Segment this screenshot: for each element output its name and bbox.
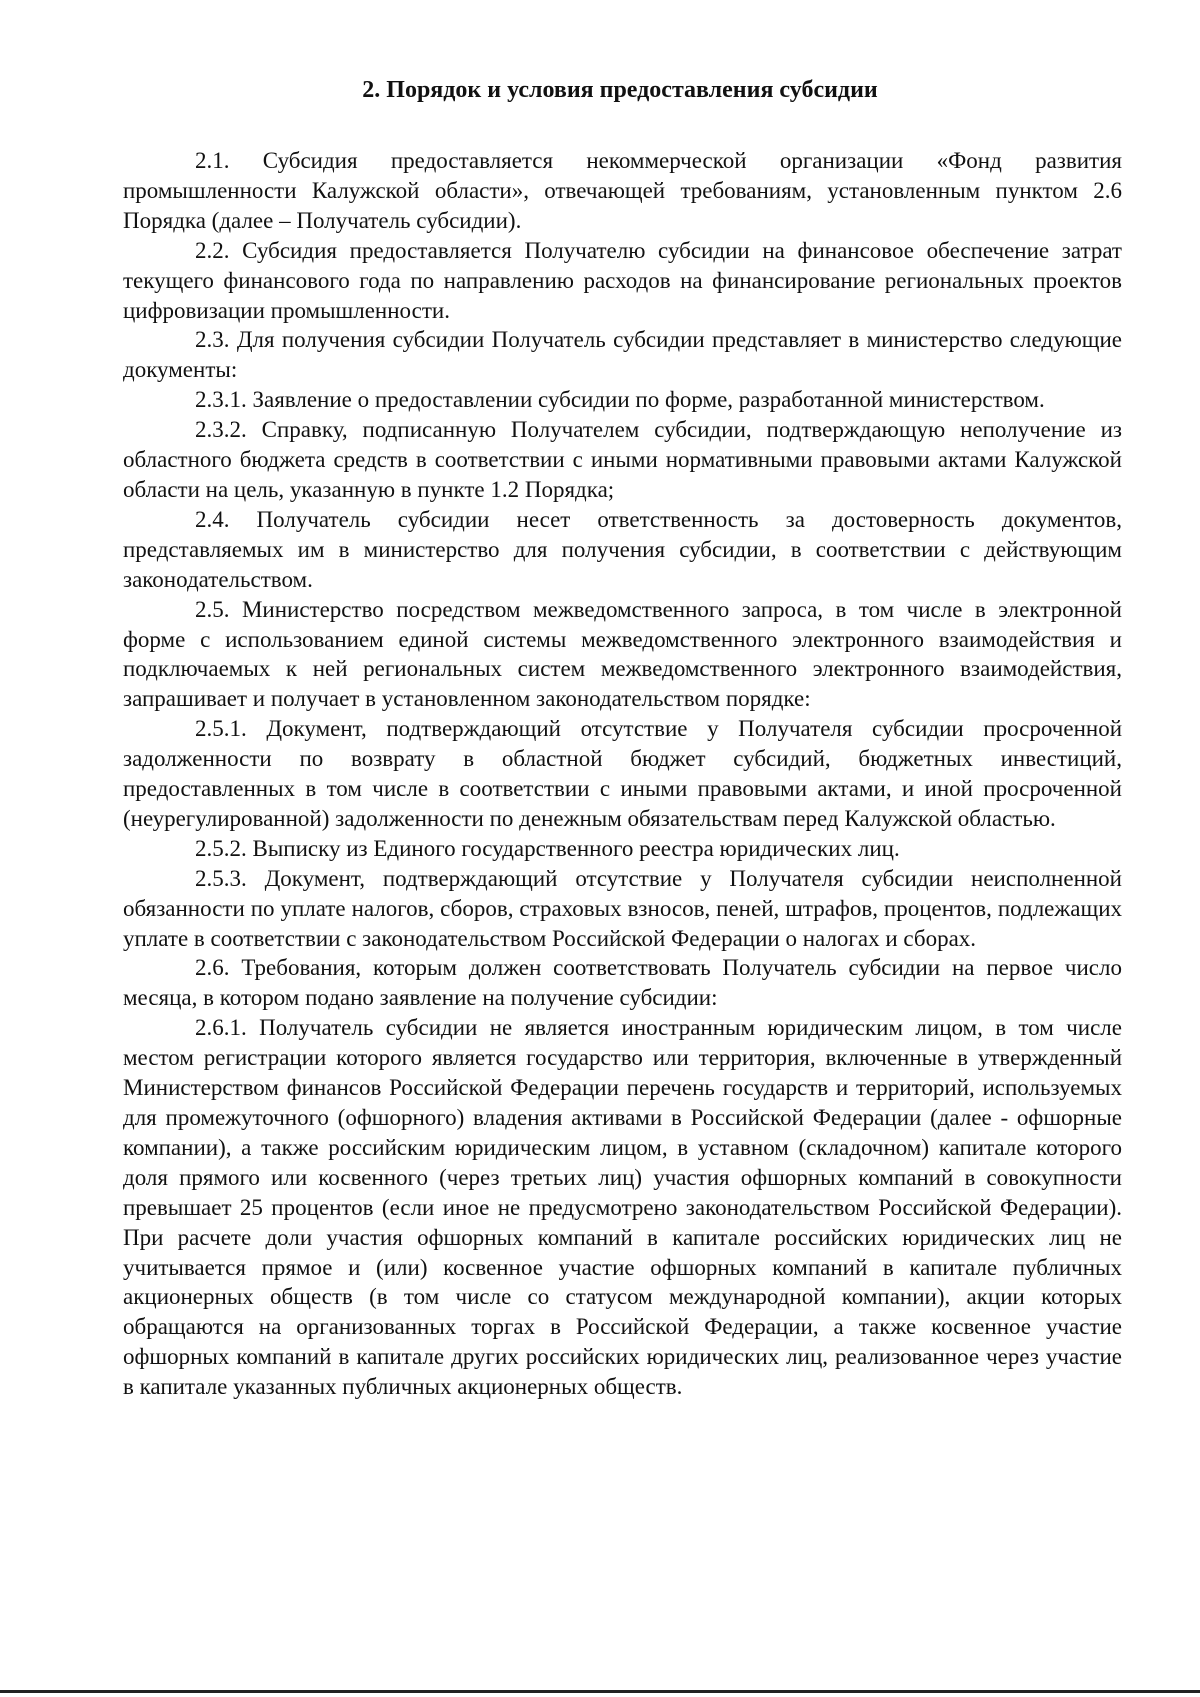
paragraph-2-6-1: 2.6.1. Получатель субсидии не является иностранным юридическим лицом, в том числе местом регистрации которого является государство или территория, включенные в утвержденный Министерством финансов Российской Федерации перечень государств и территорий, используемых для промежуточного (офшорного) владения активами в Российской Федерации (далее - офшорные компании), а также российским юридическим лицом, в уставном (складочном) капитале которого доля прямого или косвенного (через третьих лиц) участия офшорных компаний в совокупности превышает 25 процентов (если иное не предусмотрено законодательством Российской Федерации). При расчете доли участия офшорных компаний в капитале российских юридических лиц не учитывается прямое и (или) косвенное участие офшорных компаний в капитале публичных акционерных обществ (в том числе со статусом международной компании), акции которых обращаются на организованных торгах в Российской Федерации, а также косвенное участие офшорных компаний в капитале других российских юридических лиц, реализованное через участие в капитале указанных публичных акционерных обществ.: [123, 1015, 1122, 1400]
section-body: [123, 146, 1122, 1402]
paragraph-2-2: 2.2. Субсидия предоставляется Получателю субсидии на финансовое обеспечение затрат текущего финансового года по направлению расходов на финансирование региональных проектов цифровизации промышленности.: [123, 237, 1122, 323]
paragraph-2-3-2: 2.3.2. Справку, подписанную Получателем субсидии, подтверждающую неполучение из областного бюджета средств в соответствии с иными нормативными правовыми актами Калужской области на цель, указанную в пункте 1.2 Порядка;: [123, 417, 1122, 502]
paragraph-2-4: 2.4. Получатель субсидии несет ответственность за достоверность документов, представляемых им в министерство для получения субсидии, в соответствии с действующим законодательством.: [123, 506, 1122, 592]
paragraph-2-6: 2.6. Требования, которым должен соответствовать Получатель субсидии на первое число месяца, в котором подано заявление на получение субсидии:: [123, 955, 1122, 1011]
paragraph-2-3: 2.3. Для получения субсидии Получатель субсидии представляет в министерство следующие документы:: [123, 327, 1122, 383]
paragraph-2-1: 2.1. Субсидия предоставляется некоммерческой организации «Фонд развития промышленности Калужской области», отвечающей требованиям, установленным пунктом 2.6 Порядка (далее – Получатель субсидии).: [123, 148, 1122, 233]
section-title: 2. Порядок и условия предоставления субсидии: [362, 77, 878, 103]
page-bottom-border: [0, 1690, 1200, 1693]
paragraph-2-5-1: 2.5.1. Документ, подтверждающий отсутствие у Получателя субсидии просроченной задолженности по возврату в областной бюджет субсидий, бюджетных инвестиций, предоставленных в том числе в соответствии с иными правовыми актами, и иной просроченной (неурегулированной) задолженности по денежным обязательствам перед Калужской областью.: [123, 716, 1122, 831]
paragraph-2-3-1: 2.3.1. Заявление о предоставлении субсидии по форме, разработанной министерством.: [195, 387, 1045, 413]
paragraph-2-5-3: 2.5.3. Документ, подтверждающий отсутствие у Получателя субсидии неисполненной обязанности по уплате налогов, сборов, страховых взносов, пеней, штрафов, процентов, подлежащих уплате в соответствии с законодательством Российской Федерации о налогах и сборах.: [123, 865, 1122, 951]
paragraph-2-5: 2.5. Министерство посредством межведомственного запроса, в том числе в электронной форме с использованием единой системы межведомственного электронного взаимодействия и подключаемых к ней региональных систем межведомственного электронного взаимодействия, запрашивает и получает в установленном законодательством порядке:: [123, 596, 1122, 712]
paragraph-2-5-2: 2.5.2. Выписку из Единого государственного реестра юридических лиц.: [195, 835, 900, 861]
